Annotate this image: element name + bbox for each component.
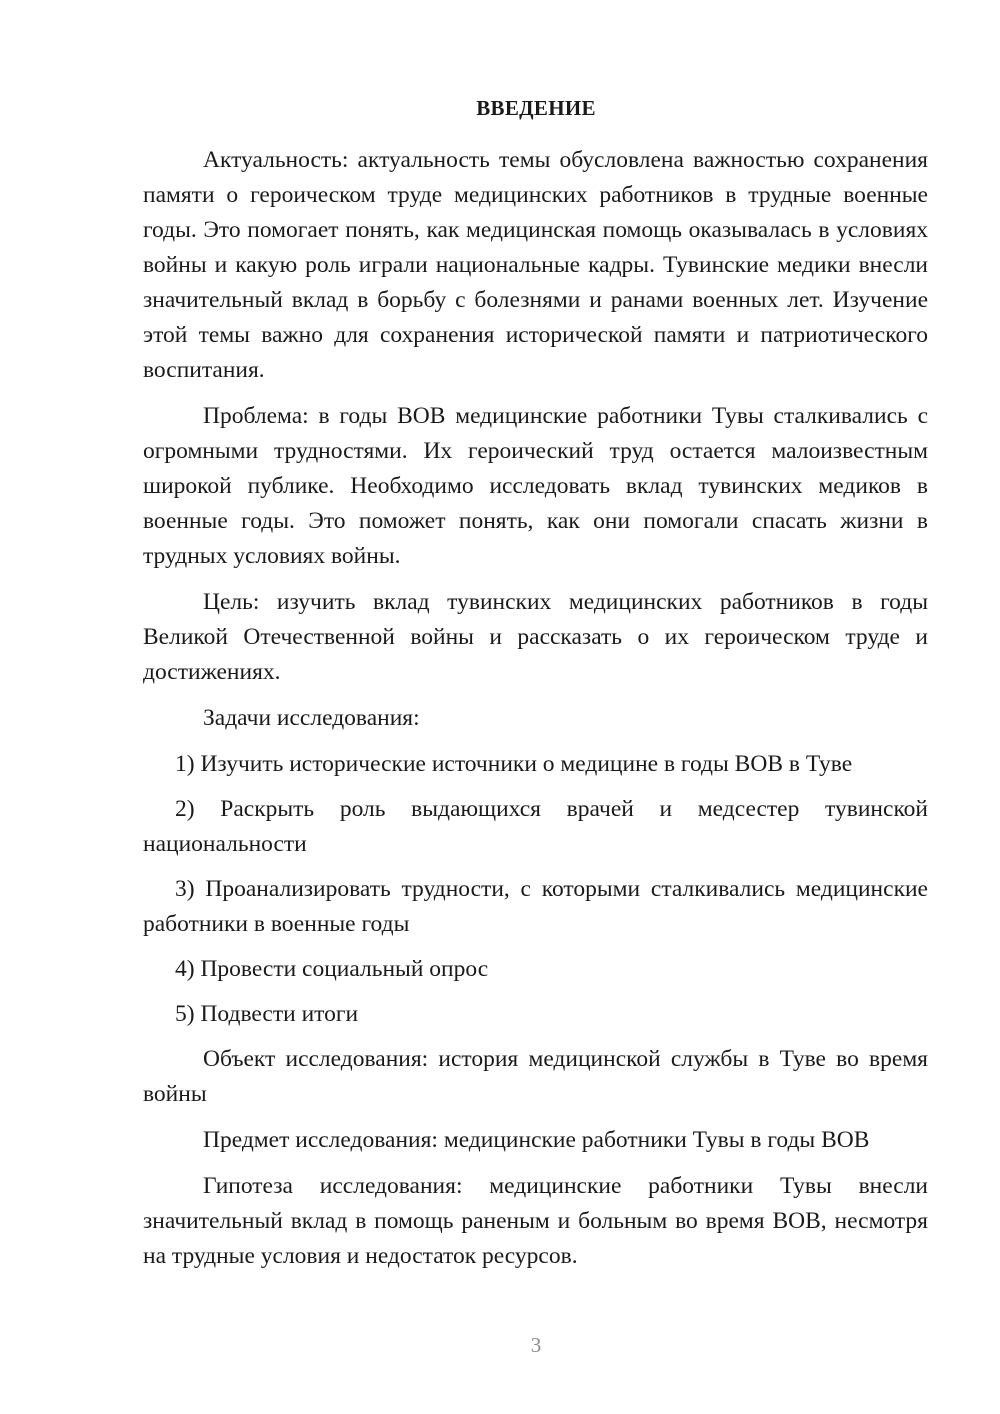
paragraph-relevance: Актуальность: актуальность темы обусловлена важностью сохранения памяти о героическом труде медицинских работников в трудные военные годы. Это помогает понять, как медицинская помощь оказывалась в условиях войны и какую роль играли национальные кадры. Тувинские медики внесли значительный вклад в борьбу с болезнями и ранами военных лет. Изучение этой темы важно для сохранения исторической памяти и патриотического воспитания. [143,147,928,383]
paragraph-goal: Цель: изучить вклад тувинских медицинских работников в годы Великой Отечественной войны и рассказать о их героическом труде и достижениях. [143,589,928,685]
paragraph-tasks-heading: Задачи исследования: [203,705,420,731]
paragraph-subject: Предмет исследования: медицинские работники Тувы в годы ВОВ [203,1127,870,1153]
page-number: 3 [530,1333,542,1357]
paragraph-object: Объект исследования: история медицинской службы в Туве во время войны [143,1046,928,1107]
task-item: 1) Изучить исторические источники о медицине в годы ВОВ в Туве [175,751,853,777]
task-item: 5) Подвести итоги [175,1001,359,1027]
task-item: 3) Проанализировать трудности, с которыми сталкивались медицинские работники в военные годы [143,876,928,937]
paragraph-hypothesis: Гипотеза исследования: медицинские работники Тувы внесли значительный вклад в помощь раненым и больным во время ВОВ, несмотря на трудные условия и недостаток ресурсов. [143,1173,928,1269]
task-item: 2) Раскрыть роль выдающихся врачей и медсестер тувинской национальности [143,796,928,857]
section-heading: ВВЕДЕНИЕ [476,96,596,120]
task-item: 4) Провести социальный опрос [175,956,489,982]
document-body [143,143,928,1285]
paragraph-problem: Проблема: в годы ВОВ медицинские работники Тувы сталкивались с огромными трудностями. Их героический труд остается малоизвестным широкой публике. Необходимо исследовать вклад тувинских медиков в военные годы. Это поможет понять, как они помогали спасать жизни в трудных условиях войны. [143,403,928,569]
